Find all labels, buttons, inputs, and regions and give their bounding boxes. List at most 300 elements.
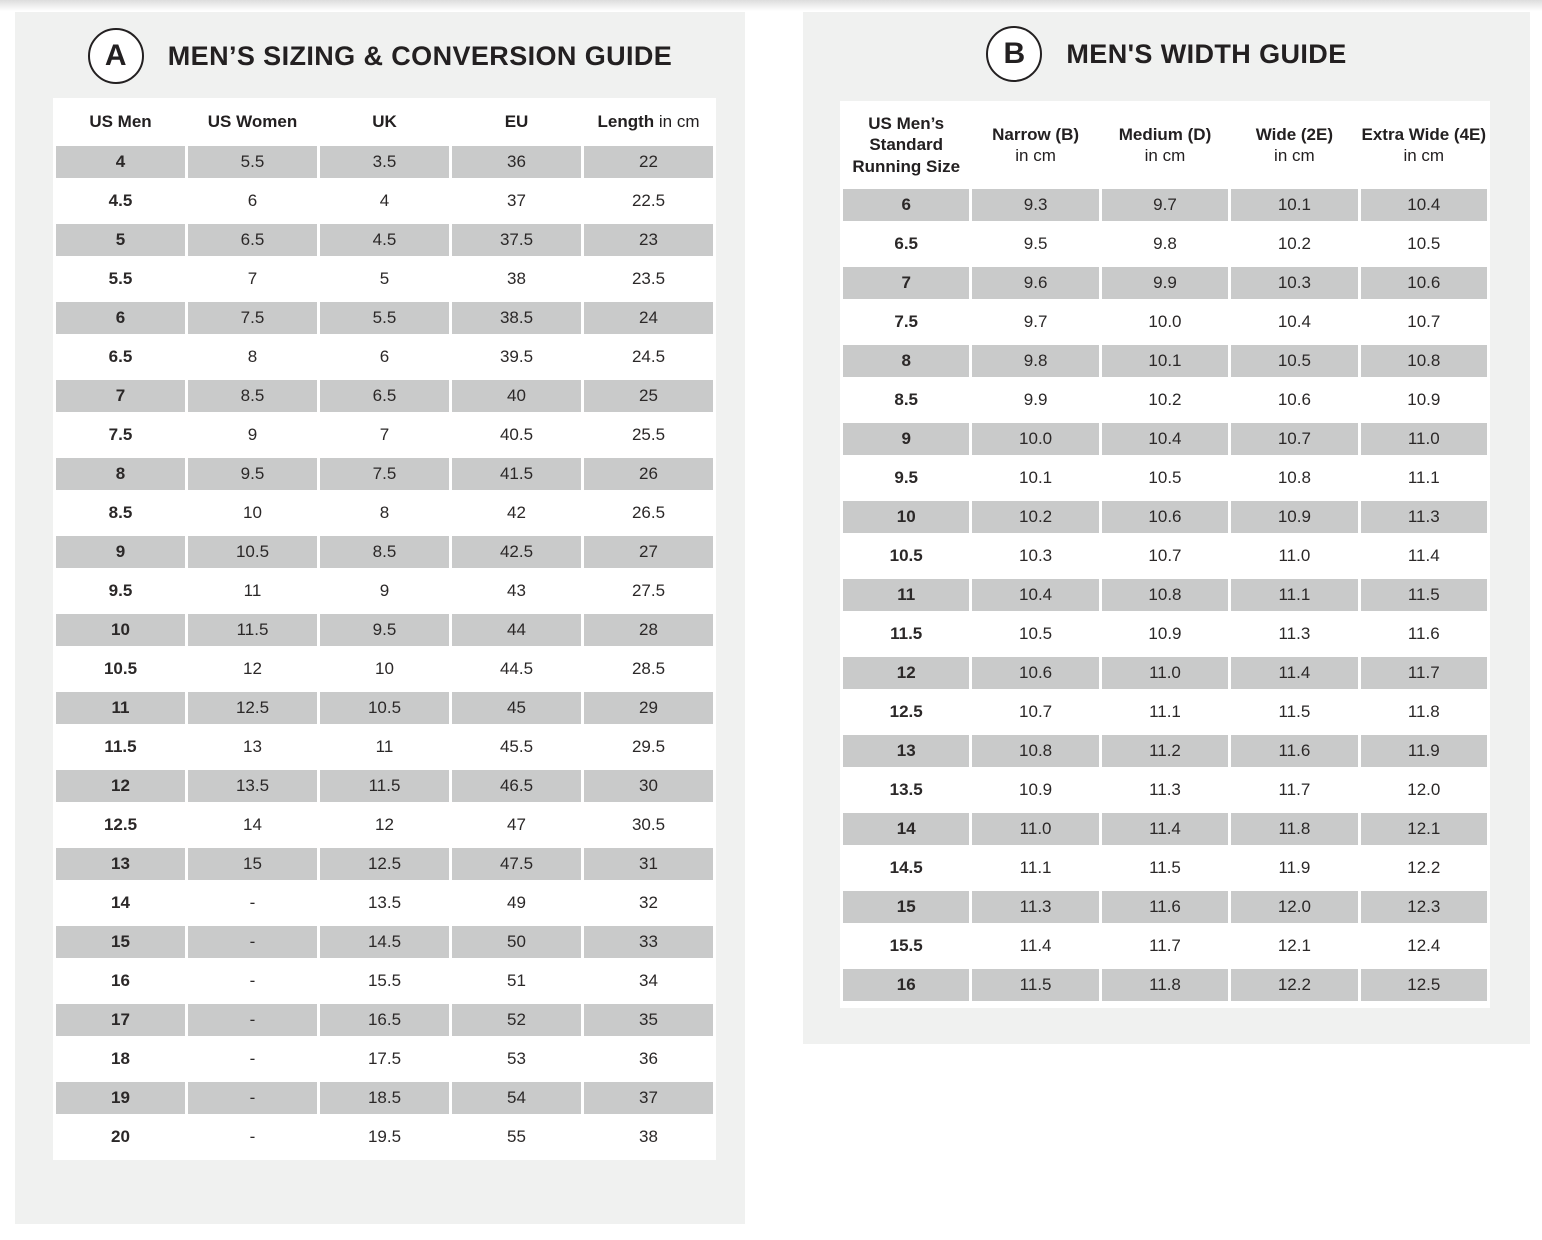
- col-header-uk: UK: [372, 112, 397, 132]
- value-cell: 37: [507, 191, 526, 210]
- size-cell: 14: [843, 813, 969, 845]
- size-cell: 15.5: [889, 936, 923, 955]
- value-cell: 15: [188, 848, 317, 880]
- value-cell: 38.5: [452, 302, 581, 334]
- panel-mens-width-guide: [803, 12, 1530, 1044]
- width-table-head: [843, 108, 1487, 182]
- value-cell: 10.1: [1231, 189, 1357, 221]
- table-row: [843, 189, 1487, 221]
- value-cell: 11.8: [1407, 702, 1440, 721]
- value-cell: 10.8: [972, 735, 1098, 767]
- value-cell: 10.3: [1019, 546, 1053, 565]
- table-row: [843, 657, 1487, 689]
- value-cell: 52: [452, 1004, 581, 1036]
- value-cell: 10.7: [1407, 312, 1441, 331]
- wide-label: Wide (2E): [1255, 124, 1334, 144]
- value-cell: 24: [584, 302, 713, 334]
- size-cell: 9.5: [894, 468, 919, 487]
- value-cell: 55: [507, 1127, 526, 1146]
- size-cell: 7.5: [108, 425, 133, 444]
- size-cell: 12.5: [103, 815, 138, 834]
- size-cell: 12: [56, 770, 185, 802]
- table-row: [843, 891, 1487, 923]
- size-cell: 13: [843, 735, 969, 767]
- value-cell: 10.2: [1148, 390, 1182, 409]
- value-cell: 4: [379, 191, 390, 210]
- width-table-body: [843, 189, 1487, 1001]
- table-row: [56, 185, 713, 217]
- table-row: [56, 848, 713, 880]
- size-cell: 16: [843, 969, 969, 1001]
- value-cell: 12.5: [1361, 969, 1487, 1001]
- value-cell: 42: [507, 503, 526, 522]
- value-cell: 10.5: [1407, 234, 1441, 253]
- running-size-line-1: US Men’s: [868, 114, 945, 134]
- value-cell: 11.9: [1278, 858, 1311, 877]
- size-cell: 11: [56, 692, 185, 724]
- table-row: [843, 345, 1487, 377]
- value-cell: 37: [584, 1082, 713, 1114]
- narrow-label: Narrow (B): [992, 124, 1080, 144]
- value-cell: 10.9: [1148, 624, 1182, 643]
- size-cell: 4: [56, 146, 185, 178]
- value-cell: 18.5: [320, 1082, 449, 1114]
- size-cell: 10.5: [103, 659, 138, 678]
- value-cell: 11.3: [1361, 501, 1487, 533]
- value-cell: 12.5: [320, 848, 449, 880]
- value-cell: 11.0: [972, 813, 1098, 845]
- value-cell: 19.5: [367, 1127, 402, 1146]
- table-row: [56, 887, 713, 919]
- running-size-line-3: Running Size: [852, 156, 961, 176]
- table-row: [843, 384, 1487, 416]
- value-cell: 11.0: [1361, 423, 1487, 455]
- table-row: [843, 579, 1487, 611]
- running-size-line-2: Standard: [869, 135, 944, 155]
- value-cell: 10.2: [1277, 234, 1311, 253]
- value-cell: 12.2: [1231, 969, 1357, 1001]
- value-cell: 8.5: [320, 536, 449, 568]
- size-cell: 10.5: [889, 546, 923, 565]
- sizing-guide-title: MEN’S SIZING & CONVERSION GUIDE: [167, 40, 673, 71]
- value-cell: 11.7: [1278, 780, 1311, 799]
- value-cell: 11.8: [1231, 813, 1357, 845]
- value-cell: -: [188, 926, 317, 958]
- badge-b-icon: B: [986, 26, 1042, 82]
- size-cell: 6: [843, 189, 969, 221]
- value-cell: 11.5: [188, 614, 317, 646]
- value-cell: 51: [507, 971, 526, 990]
- table-row: [843, 462, 1487, 494]
- table-row: [56, 419, 713, 451]
- size-cell: 4.5: [108, 191, 133, 210]
- value-cell: -: [249, 971, 256, 990]
- value-cell: 11.4: [1231, 657, 1357, 689]
- value-cell: 12.0: [1231, 891, 1357, 923]
- value-cell: 45: [452, 692, 581, 724]
- table-row: [56, 926, 713, 958]
- value-cell: 22.5: [631, 191, 666, 210]
- value-cell: 12.1: [1361, 813, 1487, 845]
- table-row: [843, 267, 1487, 299]
- value-cell: 7.5: [188, 302, 317, 334]
- table-row: [843, 735, 1487, 767]
- value-cell: 14.5: [320, 926, 449, 958]
- value-cell: 10.9: [1231, 501, 1357, 533]
- value-cell: 10.0: [972, 423, 1098, 455]
- value-cell: 23: [584, 224, 713, 256]
- value-cell: 10.4: [972, 579, 1098, 611]
- value-cell: 11.5: [320, 770, 449, 802]
- value-cell: 33: [584, 926, 713, 958]
- value-cell: 54: [452, 1082, 581, 1114]
- col-header-extra-wide: [1361, 108, 1487, 182]
- value-cell: 11.8: [1102, 969, 1228, 1001]
- size-cell: 7.5: [894, 312, 919, 331]
- value-cell: 9.9: [1023, 390, 1048, 409]
- value-cell: 27: [584, 536, 713, 568]
- size-cell: 11.5: [104, 737, 137, 756]
- sizing-table: [53, 98, 716, 1160]
- value-cell: 15.5: [367, 971, 402, 990]
- table-row: [56, 653, 713, 685]
- value-cell: 41.5: [452, 458, 581, 490]
- value-cell: 11.7: [1149, 936, 1181, 955]
- size-cell: 6.5: [108, 347, 133, 366]
- value-cell: 11.7: [1361, 657, 1487, 689]
- width-guide-table: [840, 101, 1490, 1008]
- value-cell: 10: [375, 659, 394, 678]
- value-cell: 12: [375, 815, 394, 834]
- table-row: [843, 969, 1487, 1001]
- size-cell: 9: [843, 423, 969, 455]
- size-cell: 13: [56, 848, 185, 880]
- value-cell: 9: [379, 581, 390, 600]
- table-row: [56, 692, 713, 724]
- value-cell: 43: [507, 581, 526, 600]
- size-cell: 6: [56, 302, 185, 334]
- table-row: [56, 770, 713, 802]
- length-label: Length: [597, 112, 655, 132]
- table-row: [56, 536, 713, 568]
- table-row: [56, 302, 713, 334]
- value-cell: 11.0: [1102, 657, 1228, 689]
- value-cell: 34: [639, 971, 658, 990]
- value-cell: 12.2: [1407, 858, 1441, 877]
- value-cell: 31: [584, 848, 713, 880]
- value-cell: 5: [379, 269, 390, 288]
- extra-wide-unit-label: in cm: [1403, 146, 1445, 165]
- table-row: [843, 774, 1487, 806]
- value-cell: 30.5: [631, 815, 666, 834]
- value-cell: 10.7: [1148, 546, 1182, 565]
- value-cell: 11: [375, 737, 394, 756]
- value-cell: 11.0: [1278, 546, 1311, 565]
- value-cell: 11.3: [1278, 624, 1311, 643]
- value-cell: 47: [507, 815, 526, 834]
- value-cell: 10.1: [1019, 468, 1053, 487]
- value-cell: 10.6: [1102, 501, 1228, 533]
- panel-mens-sizing-guide: [15, 12, 745, 1224]
- width-guide-title: MEN'S WIDTH GUIDE: [1066, 38, 1347, 69]
- value-cell: 9.5: [188, 458, 317, 490]
- value-cell: 53: [507, 1049, 526, 1068]
- value-cell: 10.4: [1102, 423, 1228, 455]
- col-header-narrow: [972, 108, 1098, 182]
- size-cell: 8.5: [108, 503, 133, 522]
- value-cell: 9.7: [1023, 312, 1048, 331]
- size-cell: 11: [843, 579, 969, 611]
- value-cell: 6.5: [320, 380, 449, 412]
- value-cell: 8: [247, 347, 258, 366]
- value-cell: 11.6: [1407, 624, 1440, 643]
- extra-wide-label: Extra Wide (4E): [1361, 124, 1487, 144]
- top-edge-shadow: [0, 0, 1542, 11]
- value-cell: 7: [379, 425, 390, 444]
- size-cell: 10: [843, 501, 969, 533]
- value-cell: 11.9: [1361, 735, 1487, 767]
- table-row: [56, 497, 713, 529]
- value-cell: 6.5: [188, 224, 317, 256]
- value-cell: 26: [584, 458, 713, 490]
- table-row: [56, 965, 713, 997]
- size-cell: 9.5: [108, 581, 133, 600]
- value-cell: 10.4: [1277, 312, 1311, 331]
- value-cell: 5.5: [320, 302, 449, 334]
- header-row: [843, 108, 1487, 182]
- value-cell: 6: [247, 191, 258, 210]
- table-row: [843, 306, 1487, 338]
- narrow-unit-label: in cm: [1015, 146, 1056, 165]
- value-cell: 25.5: [631, 425, 666, 444]
- value-cell: 23.5: [631, 269, 666, 288]
- value-cell: 44: [452, 614, 581, 646]
- value-cell: 11.5: [972, 969, 1098, 1001]
- value-cell: 10.9: [1019, 780, 1053, 799]
- value-cell: 28.5: [631, 659, 666, 678]
- value-cell: 14: [243, 815, 262, 834]
- value-cell: 9.7: [1102, 189, 1228, 221]
- col-header-us-women: US Women: [207, 112, 298, 132]
- value-cell: 27.5: [631, 581, 666, 600]
- table-row: [843, 852, 1487, 884]
- value-cell: 9: [247, 425, 258, 444]
- value-cell: 13.5: [188, 770, 317, 802]
- value-cell: 45.5: [499, 737, 534, 756]
- value-cell: 42.5: [452, 536, 581, 568]
- value-cell: 9.8: [1153, 234, 1177, 253]
- value-cell: 9.5: [1023, 234, 1048, 253]
- table-row: [843, 540, 1487, 572]
- table-row: [56, 341, 713, 373]
- value-cell: 9.6: [972, 267, 1098, 299]
- value-cell: 46.5: [452, 770, 581, 802]
- value-cell: 29: [584, 692, 713, 724]
- size-cell: 16: [111, 971, 130, 990]
- value-cell: 10.5: [188, 536, 317, 568]
- value-cell: 10.8: [1361, 345, 1487, 377]
- size-cell: 8.5: [894, 390, 919, 409]
- value-cell: 10.6: [1361, 267, 1487, 299]
- table-row: [56, 614, 713, 646]
- value-cell: 47.5: [452, 848, 581, 880]
- value-cell: 12.0: [1407, 780, 1441, 799]
- size-cell: 5: [56, 224, 185, 256]
- col-header-medium: [1102, 108, 1228, 182]
- size-cell: 12.5: [889, 702, 923, 721]
- size-cell: 7: [843, 267, 969, 299]
- value-cell: 25: [584, 380, 713, 412]
- value-cell: 49: [507, 893, 526, 912]
- size-cell: 5.5: [108, 269, 133, 288]
- table-row: [843, 930, 1487, 962]
- value-cell: 13.5: [367, 893, 402, 912]
- table-row: [56, 731, 713, 763]
- value-cell: 11.3: [1149, 780, 1181, 799]
- table-row: [56, 1043, 713, 1075]
- col-header-wide: [1231, 108, 1357, 182]
- size-cell: 20: [111, 1127, 130, 1146]
- value-cell: -: [249, 1049, 256, 1068]
- value-cell: 38: [507, 269, 526, 288]
- value-cell: 10: [243, 503, 262, 522]
- size-cell: 13.5: [889, 780, 923, 799]
- value-cell: 9.5: [320, 614, 449, 646]
- col-header-running-size: [843, 108, 969, 182]
- width-guide-header: [803, 12, 1530, 96]
- value-cell: 9.8: [972, 345, 1098, 377]
- size-cell: 15: [56, 926, 185, 958]
- value-cell: 11.5: [1278, 702, 1311, 721]
- value-cell: 32: [639, 893, 658, 912]
- value-cell: 30: [584, 770, 713, 802]
- value-cell: 8.5: [188, 380, 317, 412]
- medium-unit-label: in cm: [1144, 146, 1186, 165]
- value-cell: 11.1: [1407, 468, 1440, 487]
- table-row: [843, 696, 1487, 728]
- value-cell: 12.3: [1361, 891, 1487, 923]
- value-cell: 28: [584, 614, 713, 646]
- value-cell: -: [249, 1127, 256, 1146]
- col-header-us-men: US Men: [89, 112, 152, 132]
- size-cell: 12: [843, 657, 969, 689]
- size-cell: 19: [56, 1082, 185, 1114]
- value-cell: 39.5: [499, 347, 534, 366]
- table-row: [843, 228, 1487, 260]
- size-cell: 8: [843, 345, 969, 377]
- value-cell: 11.1: [1231, 579, 1357, 611]
- value-cell: 12.5: [188, 692, 317, 724]
- value-cell: 10.1: [1102, 345, 1228, 377]
- value-cell: 11.6: [1231, 735, 1357, 767]
- size-cell: 18: [111, 1049, 130, 1068]
- value-cell: 6: [379, 347, 390, 366]
- value-cell: 37.5: [452, 224, 581, 256]
- value-cell: 10.6: [1277, 390, 1311, 409]
- value-cell: 11.4: [1019, 936, 1052, 955]
- value-cell: 12: [243, 659, 262, 678]
- badge-a-icon: A: [88, 28, 144, 84]
- value-cell: 12.4: [1407, 936, 1441, 955]
- table-row: [843, 501, 1487, 533]
- value-cell: 26.5: [631, 503, 666, 522]
- sizing-conversion-table: [53, 98, 716, 1160]
- size-cell: 14: [111, 893, 130, 912]
- value-cell: 12.1: [1277, 936, 1311, 955]
- table-row: [843, 423, 1487, 455]
- header-row: [56, 105, 713, 139]
- value-cell: 10.5: [1148, 468, 1182, 487]
- value-cell: 11: [243, 581, 262, 600]
- size-cell: 15: [843, 891, 969, 923]
- table-row: [56, 575, 713, 607]
- value-cell: 44.5: [499, 659, 534, 678]
- value-cell: 10.9: [1407, 390, 1441, 409]
- value-cell: -: [188, 1082, 317, 1114]
- table-row: [56, 224, 713, 256]
- value-cell: 11.5: [1361, 579, 1487, 611]
- table-row: [56, 380, 713, 412]
- table-row: [56, 1121, 713, 1153]
- value-cell: 24.5: [631, 347, 666, 366]
- value-cell: 10.8: [1102, 579, 1228, 611]
- value-cell: 40: [452, 380, 581, 412]
- value-cell: 10.6: [972, 657, 1098, 689]
- value-cell: 10.5: [1019, 624, 1053, 643]
- value-cell: 11.4: [1102, 813, 1228, 845]
- value-cell: 5.5: [188, 146, 317, 178]
- table-row: [56, 458, 713, 490]
- value-cell: 7: [247, 269, 258, 288]
- width-table: [840, 101, 1490, 1008]
- table-row: [56, 146, 713, 178]
- value-cell: 22: [584, 146, 713, 178]
- sizing-table-head: [56, 105, 713, 139]
- table-row: [56, 809, 713, 841]
- value-cell: 10.8: [1277, 468, 1311, 487]
- size-cell: 10: [56, 614, 185, 646]
- value-cell: 11.2: [1102, 735, 1228, 767]
- table-row: [843, 618, 1487, 650]
- value-cell: 16.5: [320, 1004, 449, 1036]
- size-cell: 6.5: [894, 234, 919, 253]
- value-cell: 36: [452, 146, 581, 178]
- value-cell: 35: [584, 1004, 713, 1036]
- value-cell: 38: [639, 1127, 658, 1146]
- table-row: [56, 1082, 713, 1114]
- value-cell: 10.5: [320, 692, 449, 724]
- value-cell: 10.7: [1231, 423, 1357, 455]
- table-row: [56, 263, 713, 295]
- value-cell: 3.5: [320, 146, 449, 178]
- value-cell: 50: [452, 926, 581, 958]
- value-cell: 10.3: [1231, 267, 1357, 299]
- wide-unit-label: in cm: [1274, 146, 1315, 165]
- value-cell: 36: [639, 1049, 658, 1068]
- value-cell: 9.3: [972, 189, 1098, 221]
- value-cell: 11.1: [1149, 702, 1181, 721]
- sizing-guide-header: [15, 12, 745, 100]
- value-cell: 9.9: [1102, 267, 1228, 299]
- value-cell: 11.4: [1407, 546, 1440, 565]
- table-row: [843, 813, 1487, 845]
- value-cell: 8: [379, 503, 390, 522]
- value-cell: 29.5: [631, 737, 666, 756]
- value-cell: -: [188, 1004, 317, 1036]
- value-cell: 11.1: [1019, 858, 1052, 877]
- value-cell: 10.4: [1361, 189, 1487, 221]
- value-cell: 10.0: [1148, 312, 1182, 331]
